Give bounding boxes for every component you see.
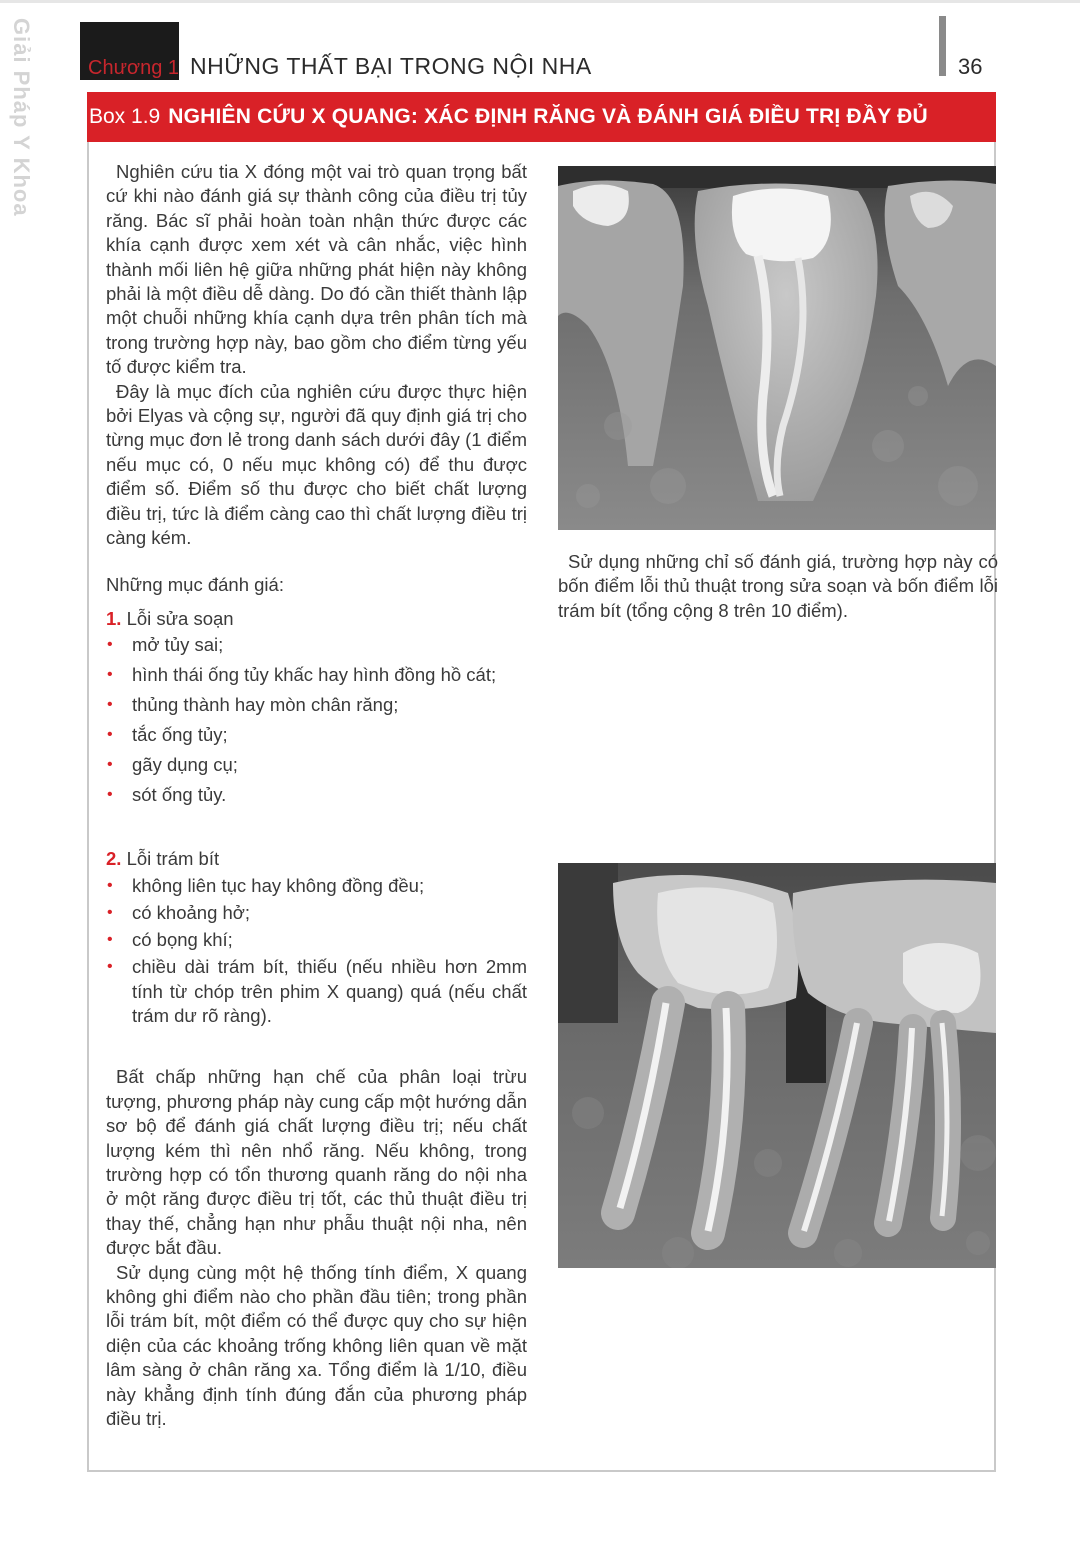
list-item: • có khoảng hở; (106, 901, 527, 925)
section-1-list (106, 633, 527, 807)
paragraph-purpose: Đây là mục đích của nghiên cứu được thực hiện bởi Elyas và cộng sự, người đã quy định giá trị cho từng mục đơn lẻ trong danh sách dưới đây (1 điểm nếu mục có, 0 nếu mục không có) để thu được điểm số. Điểm số thu được cho biết chất lượng điều trị, tức là điểm càng cao thì chất lượng điều trị càng kém. (106, 380, 527, 549)
section-1-number: 1. (106, 607, 122, 629)
list-item: • hình thái ống tủy khấc hay hình đồng hồ cát; (106, 663, 527, 687)
list-item: • sót ống tủy. (106, 783, 527, 807)
list-item: • không liên tục hay không đồng đều; (106, 874, 527, 898)
list-item-text: • chiều dài trám bít, thiếu (nếu nhiều hơn 2mm tính từ chóp trên phim X quang) quá (nếu chất trám dư rõ ràng). (132, 956, 527, 1027)
paragraph-scoring: Sử dụng cùng một hệ thống tính điểm, X quang không ghi điểm nào cho phần đầu tiên; trong phần lỗi trám bít, một điểm có thể được quy cho sự hiện diện của các khoảng trống không liên quan về mặt lâm sàng ở chân răng xa. Tổng điểm là 1/10, điều này khẳng định tính đúng đắn của phương pháp điều trị. (106, 1261, 527, 1430)
figure-caption-1: Sử dụng những chỉ số đánh giá, trường hợp này có bốn điểm lỗi thủ thuật trong sửa soạn và bốn điểm lỗi trám bít (tổng cộng 8 trên 10 điểm). (558, 551, 998, 621)
page-number: 36 (958, 54, 983, 79)
top-rule (0, 0, 1080, 3)
chapter-label: Chương 1 (88, 57, 179, 79)
xray-image-obturation (558, 863, 996, 1268)
section-2-number: 2. (106, 848, 122, 870)
chapter-title: NHỮNG THẤT BẠI TRONG NỘI NHA (190, 53, 592, 79)
list-item: • mở tủy sai; (106, 633, 527, 657)
section-1-title: Lỗi sửa soạn (126, 607, 234, 629)
box-label: Box 1.9 (89, 105, 161, 128)
section-2-list (106, 874, 527, 1029)
section-2-title: Lỗi trám bít (126, 848, 220, 870)
xray-illustration-2 (558, 863, 996, 1268)
section-2-heading (106, 847, 527, 871)
list-item: • gãy dụng cụ; (106, 753, 527, 777)
xray-illustration-1 (558, 166, 996, 530)
left-column (106, 160, 527, 1431)
paragraph-intro: Nghiên cứu tia X đóng một vai trò quan trọng bất cứ khi nào đánh giá sự thành công của điều trị tủy răng. Bác sĩ phải hoàn toàn nhận thức được các khía cạnh được xem xét và cân nhắc, việc hình thành mối liên hệ giữa những phát hiện này không phải là một điều dễ dàng. Do đó cần thiết thành lập một chuỗi những khía cạnh dựa trên phân tích mà trong trường hợp này, bao gồm cho điểm từng yếu tố được kiểm tra. (106, 161, 527, 378)
paragraph-limitations: Bất chấp những hạn chế của phân loại trừu tượng, phương pháp này cung cấp một hướng dẫn sơ bộ để đánh giá chất lượng điều trị; nếu chất lượng kém thì nên nhổ răng. Nếu không, trong trường hợp có tổn thương quanh răng do nội nha ở một răng được điều trị tốt, các thủ thuật điều trị thay thế, chẳng hạn như phẫu thuật nội nha, nên được bắt đầu. (106, 1066, 527, 1259)
list-item: • tắc ống tủy; (106, 723, 527, 747)
page-number-bar (939, 16, 946, 76)
list-item: • có bọng khí; (106, 928, 527, 952)
box-header (87, 92, 996, 142)
side-watermark: Giải Pháp Y Khoa (9, 18, 34, 217)
list-item: • thủng thành hay mòn chân răng; (106, 693, 527, 717)
section-1-heading (106, 607, 527, 631)
list-item (106, 955, 527, 1028)
box-title: NGHIÊN CỨU X QUANG: XÁC ĐỊNH RĂNG VÀ ĐÁNH GIÁ ĐIỀU TRỊ ĐẦY ĐỦ (168, 105, 928, 128)
evaluation-heading: Những mục đánh giá: (106, 573, 284, 595)
xray-image-preparation-errors (558, 166, 996, 530)
